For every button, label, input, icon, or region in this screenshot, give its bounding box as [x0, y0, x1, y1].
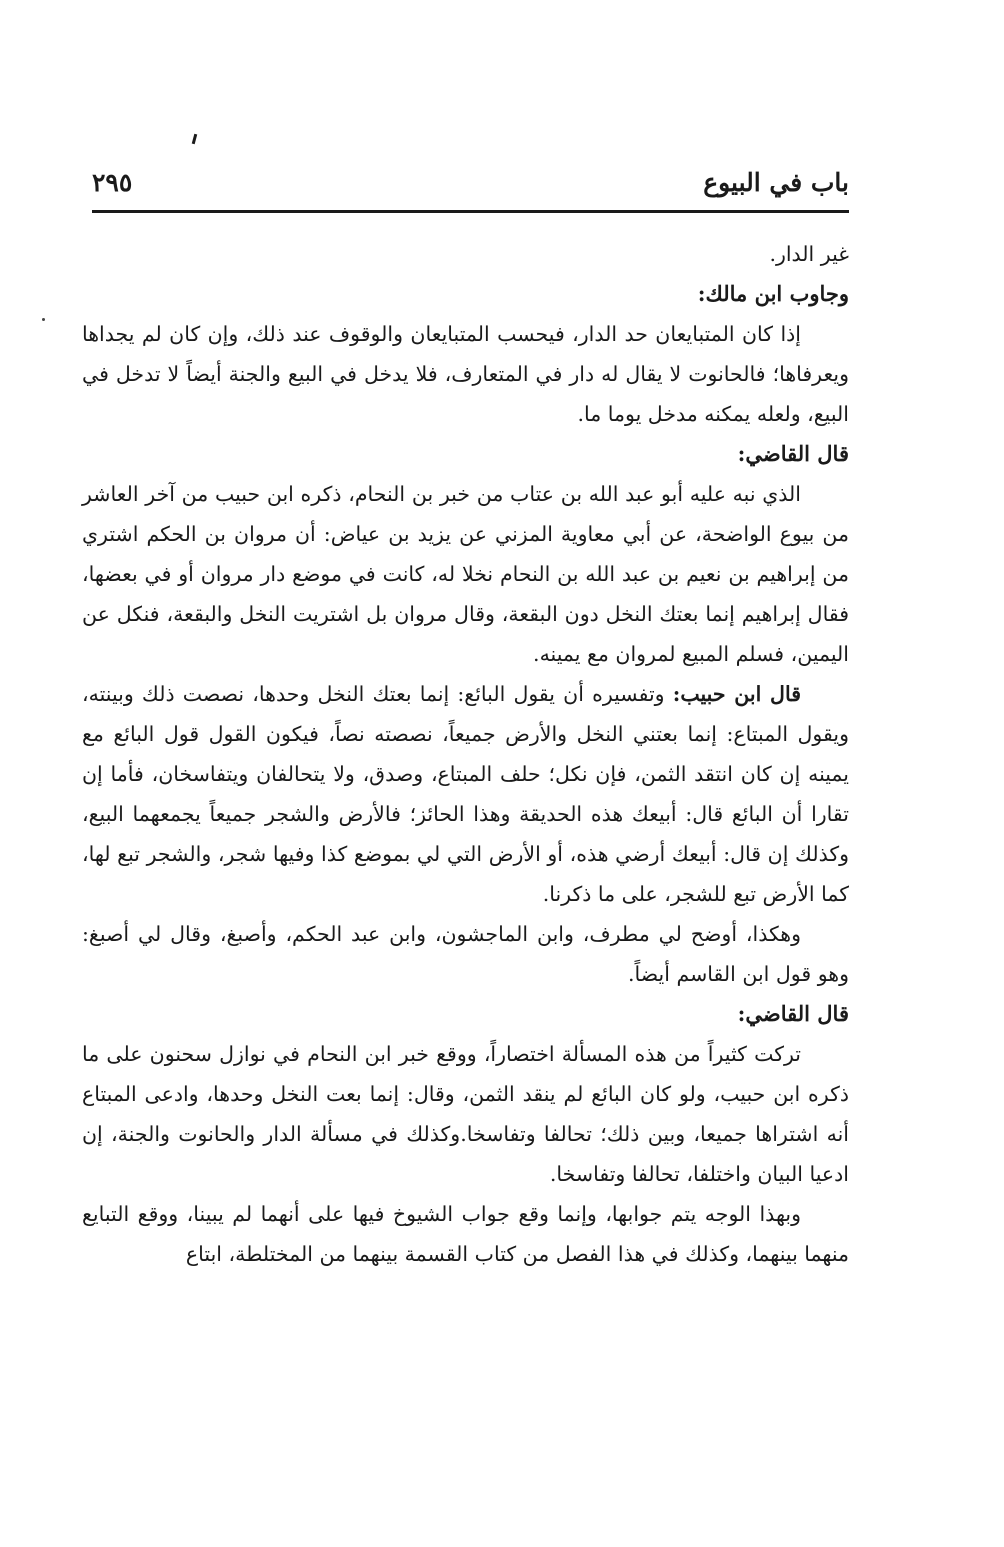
paragraph: إذا كان المتبايعان حد الدار، فيحسب المتبايعان والوقوف عند ذلك، وإن كان لم يجداها ويعرفاها؛ فالحانوت لا يقال له دار في المتعارف، فلا يدخل في البيع والجنة أيضاً لا تدخل في البيع، ولعله يمكنه مدخل يوما ما. [82, 322, 849, 426]
main-text [82, 234, 849, 1274]
paragraph: وهكذا، أوضح لي مطرف، وابن الماجشون، وابن عبد الحكم، وأصبغ، وقال لي أصبغ: وهو قول ابن القاسم أيضاً. [82, 922, 849, 986]
paragraph: الذي نبه عليه أبو عبد الله بن عتاب من خبر بن النحام، ذكره ابن حبيب من آخر العاشر من بيوع الواضحة، عن أبي معاوية المزني عن يزيد بن عياض: أن مروان بن الحكم اشتري من إبراهيم بن نعيم بن عبد الله بن النحام نخلا له، كانت في موضع دار مروان أو في بعضها، فقال إبراهيم إنما بعتك النخل دون البقعة، وقال مروان بل اشتريت النخل والبقعة، فنكل عن اليمين، فسلم المبيع لمروان مع يمينه. [82, 482, 849, 666]
paragraph: تركت كثيراً من هذه المسألة اختصاراً، ووقع خبر ابن النحام في نوازل سحنون على ما ذكره ابن حبيب، ولو كان البائع لم ينقد الثمن، وقال: إنما بعت النخل وحدها، وادعى المبتاع أنه اشتراها جميعا، وبين ذلك؛ تحالفا وتفاسخا.وكذلك في مسألة الدار والحانوت والجنة، إن ادعيا البيان واختلفا، تحالفا وتفاسخا. [82, 1042, 849, 1186]
running-header [92, 168, 849, 208]
header-rule [92, 210, 849, 213]
paragraph [82, 674, 849, 914]
paragraph-text: وتفسيره أن يقول البائع: إنما بعتك النخل وحدها، نصصت ذلك وبينته، ويقول المبتاع: إنما بعتني النخل والأرض جميعاً، نصصته نصاً، فيكون القول قول البائع مع يمينه إن كان انتقد الثمن، فإن نكل؛ حلف المبتاع، وصدق، ولا يتحالفان ويتفاسخان، فأما إن تقارا أن البائع قال: أبيعك هذه الحديقة وهذا الحائز؛ فالأرض والشجر جميعاً يجمعهما البيع، وكذلك إن قال: أبيعك أرضي هذه، أو الأرض التي لي بموضع كذا وفيها شجر، والشجر تبع لها، كما الأرض تبع للشجر، على ما ذكرنا. [82, 682, 849, 906]
paragraph: غير الدار. [769, 242, 849, 266]
ink-dot [42, 318, 45, 321]
chapter-title: باب في البيوع [703, 168, 849, 197]
paragraph: وبهذا الوجه يتم جوابها، وإنما وقع جواب الشيوخ فيها على أنهما لم يبينا، ووقع التبايع منهما بينهما، وكذلك في هذا الفصل من كتاب القسمة بينهما من المختلطة، ابتاع [82, 1202, 849, 1266]
ink-mark [192, 134, 197, 144]
section-heading: وجاوب ابن مالك: [697, 281, 849, 306]
section-heading: قال القاضي: [737, 1001, 849, 1026]
page-number: ٢٩٥ [92, 168, 133, 197]
inline-heading: قال ابن حبيب: [672, 682, 802, 706]
section-heading: قال القاضي: [737, 441, 849, 466]
